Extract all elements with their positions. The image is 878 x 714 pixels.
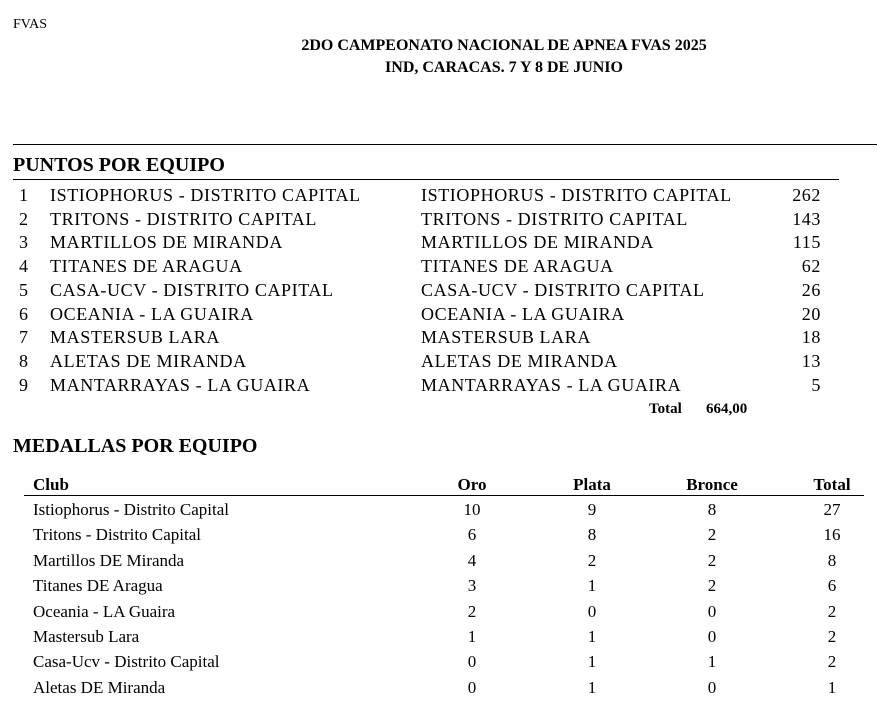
team-repeat-cell: MASTERSUB LARA: [421, 327, 591, 348]
points-total-label: Total: [649, 401, 682, 417]
medals-header-underline: [24, 495, 864, 496]
oro-cell: 0: [467, 652, 477, 672]
total-cell: 16: [823, 525, 841, 545]
table-row: [0, 327, 878, 350]
total-cell: 1: [827, 677, 837, 697]
col-total: Total: [813, 475, 851, 494]
total-cell: 6: [827, 576, 837, 596]
bronce-cell: 0: [707, 601, 717, 621]
team-repeat-cell: ISTIOPHORUS - DISTRITO CAPITAL: [421, 185, 732, 205]
table-row: [0, 627, 878, 652]
rank-cell: 4: [19, 256, 29, 277]
team-cell: TRITONS - DISTRITO CAPITAL: [50, 208, 317, 229]
points-cell: 143: [792, 208, 821, 229]
table-row: [0, 576, 878, 601]
col-bronce: Bronce: [686, 475, 738, 494]
team-repeat-cell: MANTARRAYAS - LA GUAIRA: [421, 374, 682, 395]
club-cell: Martillos DE Miranda: [33, 550, 185, 570]
bronce-cell: 2: [707, 525, 717, 545]
club-cell: Oceania - LA Guaira: [33, 601, 176, 621]
rank-cell: 3: [19, 232, 29, 253]
table-row: [0, 304, 878, 327]
total-cell: 8: [827, 550, 837, 570]
points-total-value: 664,00: [706, 401, 748, 417]
total-cell: 2: [827, 652, 837, 672]
team-cell: ISTIOPHORUS - DISTRITO CAPITAL: [50, 185, 361, 205]
rank-cell: 2: [19, 208, 29, 229]
medals-heading: MEDALLAS POR EQUIPO: [13, 435, 258, 457]
team-cell: TITANES DE ARAGUA: [50, 256, 243, 277]
team-repeat-cell: CASA-UCV - DISTRITO CAPITAL: [421, 279, 705, 300]
rank-cell: 5: [19, 279, 29, 300]
points-cell: 18: [801, 327, 821, 348]
club-cell: Aletas DE Miranda: [33, 677, 166, 697]
table-row: [0, 185, 878, 208]
plata-cell: 0: [587, 601, 597, 621]
rank-cell: 7: [19, 327, 29, 348]
team-cell: ALETAS DE MIRANDA: [50, 350, 247, 371]
team-repeat-cell: TRITONS - DISTRITO CAPITAL: [421, 208, 688, 229]
document-title: 2DO CAMPEONATO NACIONAL DE APNEA FVAS 2025: [301, 37, 707, 54]
team-repeat-cell: OCEANIA - LA GUAIRA: [421, 303, 625, 324]
top-divider: [13, 144, 877, 145]
team-cell: OCEANIA - LA GUAIRA: [50, 303, 254, 324]
team-repeat-cell: ALETAS DE MIRANDA: [421, 350, 618, 371]
plata-cell: 9: [587, 500, 597, 519]
total-cell: 27: [823, 500, 841, 519]
plata-cell: 1: [587, 677, 597, 697]
table-row: [0, 525, 878, 550]
total-cell: 2: [827, 601, 837, 621]
rank-cell: 9: [19, 374, 29, 395]
plata-cell: 1: [587, 576, 597, 596]
plata-cell: 1: [587, 652, 597, 672]
bronce-cell: 1: [707, 652, 717, 672]
club-cell: Mastersub Lara: [33, 627, 140, 646]
total-cell: 2: [827, 627, 837, 646]
bronce-cell: 8: [707, 500, 717, 519]
oro-cell: 10: [463, 500, 481, 519]
club-cell: Tritons - Distrito Capital: [33, 525, 201, 545]
bronce-cell: 0: [707, 627, 717, 646]
table-row: [0, 602, 878, 627]
club-cell: Casa-Ucv - Distrito Capital: [33, 652, 220, 672]
rank-cell: 6: [19, 303, 29, 324]
points-cell: 115: [792, 232, 821, 253]
table-row: [0, 256, 878, 279]
oro-cell: 3: [467, 576, 477, 596]
plata-cell: 2: [587, 550, 597, 570]
plata-cell: 8: [587, 525, 597, 545]
table-row: [0, 209, 878, 232]
club-cell: Istiophorus - Distrito Capital: [33, 500, 229, 519]
points-cell: 13: [801, 350, 821, 371]
points-cell: 26: [801, 279, 821, 300]
table-row: [0, 375, 878, 398]
rank-cell: 1: [19, 185, 29, 205]
col-plata: Plata: [573, 475, 611, 494]
team-repeat-cell: MARTILLOS DE MIRANDA: [421, 232, 654, 253]
table-row: [0, 652, 878, 677]
team-cell: CASA-UCV - DISTRITO CAPITAL: [50, 279, 334, 300]
table-row: [0, 351, 878, 374]
rank-cell: 8: [19, 350, 29, 371]
col-oro: Oro: [457, 475, 487, 494]
points-heading-underline: [13, 179, 839, 180]
oro-cell: 1: [467, 627, 477, 646]
points-cell: 62: [801, 256, 821, 277]
table-row: [0, 232, 878, 255]
points-cell: 262: [792, 185, 821, 205]
points-heading: PUNTOS POR EQUIPO: [13, 154, 225, 176]
bronce-cell: 2: [707, 550, 717, 570]
team-cell: MARTILLOS DE MIRANDA: [50, 232, 283, 253]
bronce-cell: 2: [707, 576, 717, 596]
plata-cell: 1: [587, 627, 597, 646]
oro-cell: 0: [467, 677, 477, 697]
org-label: FVAS: [13, 17, 47, 32]
oro-cell: 4: [467, 550, 477, 570]
team-repeat-cell: TITANES DE ARAGUA: [421, 256, 614, 277]
oro-cell: 2: [467, 601, 477, 621]
bronce-cell: 0: [707, 677, 717, 697]
table-row: [0, 500, 878, 525]
points-cell: 5: [811, 374, 821, 395]
team-cell: MASTERSUB LARA: [50, 327, 220, 348]
club-cell: Titanes DE Aragua: [33, 576, 163, 596]
team-cell: MANTARRAYAS - LA GUAIRA: [50, 374, 311, 395]
table-row: [0, 678, 878, 703]
table-row: [0, 280, 878, 303]
col-club: Club: [33, 475, 69, 494]
document-subtitle: IND, CARACAS. 7 Y 8 DE JUNIO: [385, 59, 623, 76]
oro-cell: 6: [467, 525, 477, 545]
table-row: [0, 551, 878, 576]
points-cell: 20: [801, 303, 821, 324]
